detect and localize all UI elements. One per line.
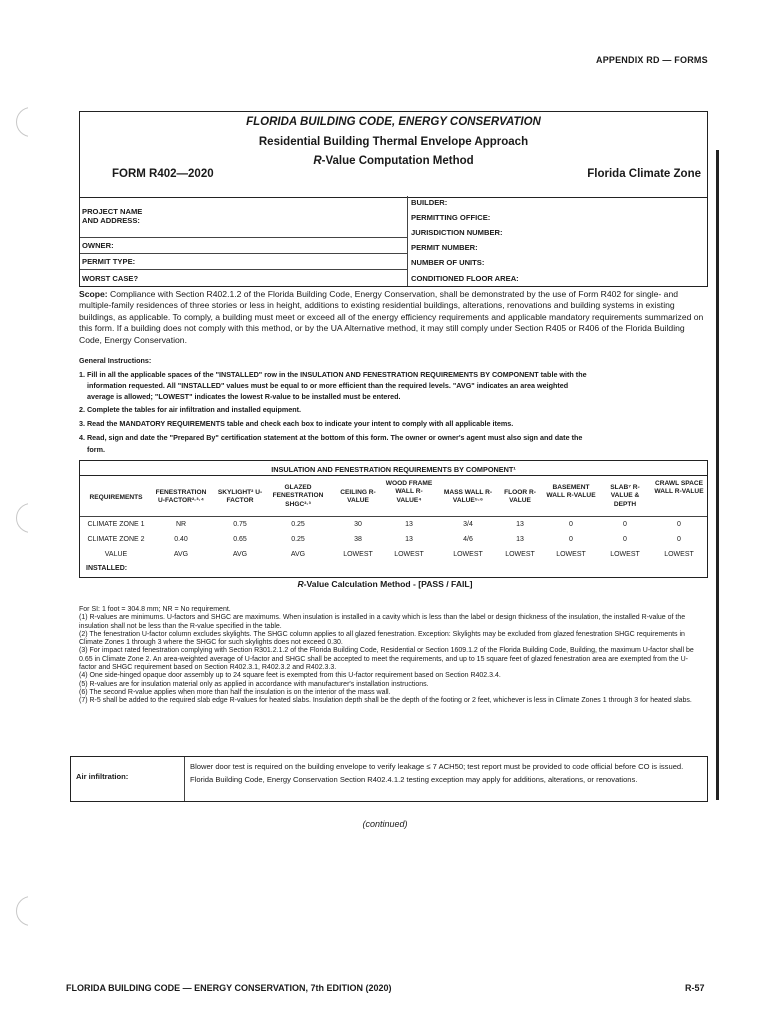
project-info-box <box>79 196 708 287</box>
table-cell: LOWEST <box>664 551 694 558</box>
jurisdiction-number-field[interactable]: JURISDICTION NUMBER: <box>411 228 503 237</box>
scope-paragraph <box>79 289 705 346</box>
footnote: (6) The second R-value applies when more than half the insulation is on the interior of the mass wall. <box>79 688 391 696</box>
table-cell: 0 <box>623 536 627 543</box>
footnote: (3) For impact rated fenestration complying with Section R301.2.1.2 of the Florida Building Code, Residential or Section 1609.1.2 of the Florida Building Code, Building, the maximum U-factor shall be 0.65 in Climate Zone 2. An area-weighted average of U-factor and SHGC shall be accepted to meet the requirements, and up to 15 square feet of glazed fenestration area are exempted from the U-factor and SHGC requirement based on Section R402.3.1, R402.3.2 and R402.3.3. <box>79 647 694 672</box>
footnote: For SI: 1 foot = 304.8 mm; NR = No requirement. <box>79 606 231 613</box>
instruction-line: 3. Read the MANDATORY REQUIREMENTS table and check each box to indicate your intent to comply with all applicable items. <box>79 419 514 428</box>
divider <box>184 757 185 801</box>
installed-row-input[interactable]: INSTALLED: <box>86 565 128 572</box>
table-cell: LOWEST <box>343 551 373 558</box>
row-label-climate-zone-1: CLIMATE ZONE 1 <box>87 521 145 528</box>
footnote: (2) The fenestration U-factor column excludes skylights. The SHGC column applies to all glazed fenestration. Exception: Skylights may be excluded from glazed fenestration SHGC requirements in Climate Zones 1 through 3 where the SHGC for such skylights does not exceed 0.30. <box>79 630 685 647</box>
binder-hole-mask <box>28 104 52 138</box>
col-header-requirements: REQUIREMENTS <box>89 494 143 501</box>
col-header-ceiling: CEILING R-VALUE <box>340 489 376 505</box>
divider <box>80 237 407 238</box>
table-cell: 0 <box>569 521 573 528</box>
continued-label: (continued) <box>362 819 408 829</box>
row-label-climate-zone-2: CLIMATE ZONE 2 <box>87 536 145 543</box>
conditioned-floor-area-field[interactable]: CONDITIONED FLOOR AREA: <box>411 274 519 283</box>
table-cell: 0 <box>677 521 681 528</box>
form-title-code: FLORIDA BUILDING CODE, ENERGY CONSERVATION <box>246 116 541 128</box>
air-infiltration-box <box>70 756 708 802</box>
col-header-slab: SLAB⁷ R-VALUE & DEPTH <box>610 484 640 508</box>
col-header-floor: FLOOR R-VALUE <box>504 489 536 505</box>
table-cell: AVG <box>173 551 189 558</box>
table-caption: INSULATION AND FENESTRATION REQUIREMENTS BY COMPONENT¹ <box>271 465 516 474</box>
table-cell: 4/6 <box>463 536 473 543</box>
instruction-line: average is allowed; "LOWEST" indicates the lowest R-value to be installed must be entered. <box>87 392 401 401</box>
row-label-value: VALUE <box>104 551 128 558</box>
footnote: (1) R-values are minimums. U-factors and SHGC are maximums. When insulation is installed in a cavity which is less than the label or design thickness of the insulation, the installed R-value of the insulation shall not be less than the R-value specified in the table. <box>79 614 686 630</box>
worst-case-field[interactable]: WORST CASE? <box>82 274 139 283</box>
col-header-glazed-shgc: GLAZED FENESTRATION SHGC²·³ <box>272 484 324 508</box>
instruction-line: form. <box>87 445 105 454</box>
footnote: (7) R-5 shall be added to the required slab edge R-values for heated slabs. Insulation depth shall be the depth of the footing or 2 feet, whichever is less in Climate Zones 1 through 3 for heated slabs. <box>79 697 692 705</box>
table-cell: 13 <box>405 521 413 528</box>
col-header-basement: BASEMENT WALL R-VALUE <box>546 484 596 500</box>
binder-hole-mask <box>28 500 52 534</box>
table-cell: LOWEST <box>610 551 640 558</box>
footnote: (4) One side-hinged opaque door assembly up to 24 square feet is exempted from this U-factor requirement based on Section R402.3.4. <box>79 672 501 680</box>
calc-rest: -Value Calculation Method - [PASS / FAIL] <box>303 579 473 589</box>
divider <box>407 196 408 286</box>
table-cell: 0.75 <box>233 521 247 528</box>
page-header: APPENDIX RD — FORMS <box>596 55 708 65</box>
binder-hole-mask <box>28 893 52 927</box>
instruction-line: 1. Fill in all the applicable spaces of the "INSTALLED" row in the INSULATION AND FENESTRATION REQUIREMENTS BY COMPONENT table with the <box>79 370 587 379</box>
footnotes <box>79 606 703 706</box>
scope-text: Compliance with Section R402.1.2 of the Florida Building Code, Energy Conservation, shall be demonstrated by the use of Form R402 for single- and multiple-family residences of three stories or less in height, additions to existing residential buildings, alterations, renovations and building systems in existing buildings, as applicable. To comply, a building must meet or exceed all of the energy efficiency requirements and applicable mandatory requirements summarized on this form. If a building does not comply with this method, or by the UA Alternative method, it may still comply under Section R405 or R406 of the Florida Building Code, Energy Conservation. <box>79 289 704 345</box>
table-cell: 0 <box>569 536 573 543</box>
col-header-crawl-space: CRAWL SPACE WALL R-VALUE <box>654 480 704 496</box>
permitting-office-field[interactable]: PERMITTING OFFICE: <box>411 213 491 222</box>
form-number: FORM R402—2020 <box>112 168 214 180</box>
divider <box>80 253 407 254</box>
permit-number-field[interactable]: PERMIT NUMBER: <box>411 243 478 252</box>
instruction-line: 4. Read, sign and date the "Prepared By" certification statement at the bottom of this form. The owner or owner's agent must also sign and date the <box>79 433 583 442</box>
table-cell: 0.65 <box>233 536 247 543</box>
calc-method-title <box>0 579 770 589</box>
air-infiltration-label: Air infiltration: <box>76 772 129 781</box>
table-cell: 3/4 <box>463 521 473 528</box>
revision-bar <box>716 150 719 800</box>
calc-italic: R <box>297 579 304 589</box>
divider <box>80 516 707 517</box>
table-cell: LOWEST <box>556 551 586 558</box>
table-cell: 13 <box>516 521 524 528</box>
col-header-wood-frame: WOOD FRAME WALL R-VALUE⁴ <box>385 480 433 504</box>
page-number: R-57 <box>685 983 705 993</box>
air-infiltration-text: Blower door test is required on the building envelope to verify leakage ≤ 7 ACH50; test report must be provided to code official before CO is issued. Florida Building Code, Energy Conservation Section R402.4.1.2 testing exception may apply for additions, alterations, or renovations. <box>190 762 684 785</box>
scope-label: Scope: <box>79 289 108 299</box>
table-cell: 0 <box>677 536 681 543</box>
col-header-skylight: SKYLIGHT² U-FACTOR <box>217 489 263 505</box>
table-cell: AVG <box>290 551 306 558</box>
form-title-box <box>79 111 708 198</box>
table-cell: LOWEST <box>394 551 424 558</box>
insulation-requirements-table <box>79 460 708 578</box>
table-cell: 0.25 <box>291 536 305 543</box>
method-italic: R <box>313 155 322 167</box>
table-cell: 0 <box>623 521 627 528</box>
permit-type-field[interactable]: PERMIT TYPE: <box>82 257 136 266</box>
table-cell: LOWEST <box>453 551 483 558</box>
col-header-fenestration: FENESTRATION U-FACTOR²·³·⁴ <box>155 489 207 505</box>
instructions-heading: General Instructions: <box>79 356 152 365</box>
divider <box>80 475 707 476</box>
table-cell: LOWEST <box>505 551 535 558</box>
table-cell: 13 <box>405 536 413 543</box>
number-of-units-field[interactable]: NUMBER OF UNITS: <box>411 258 485 267</box>
project-name-field[interactable]: PROJECT NAME AND ADDRESS: <box>82 207 143 225</box>
owner-field[interactable]: OWNER: <box>82 241 114 250</box>
form-title-approach: Residential Building Thermal Envelope Approach <box>258 136 529 148</box>
climate-zone-label: Florida Climate Zone <box>587 168 701 180</box>
footnote: (5) R-values are for insulation material only as applied in accordance with manufacturer's installation instructions. <box>79 680 429 688</box>
table-cell: 38 <box>354 536 362 543</box>
footer-title: FLORIDA BUILDING CODE — ENERGY CONSERVATION, 7th EDITION (2020) <box>66 983 392 993</box>
builder-field[interactable]: BUILDER: <box>411 198 448 207</box>
form-title-method <box>80 155 707 167</box>
col-header-mass-wall: MASS WALL R-VALUE⁵·⁶ <box>443 489 493 505</box>
table-cell: 0.25 <box>291 521 305 528</box>
divider <box>80 269 407 270</box>
table-cell: AVG <box>232 551 248 558</box>
table-cell: 0.40 <box>174 536 188 543</box>
table-cell: NR <box>175 521 187 528</box>
table-cell: 30 <box>354 521 362 528</box>
instruction-line: 2. Complete the tables for air infiltration and installed equipment. <box>79 405 302 414</box>
table-cell: 13 <box>516 536 524 543</box>
method-rest: -Value Computation Method <box>321 155 474 167</box>
instruction-line: information requested. All "INSTALLED" values must be equal to or more efficient than the required levels. "AVG" indicates an area weighted <box>87 381 569 390</box>
